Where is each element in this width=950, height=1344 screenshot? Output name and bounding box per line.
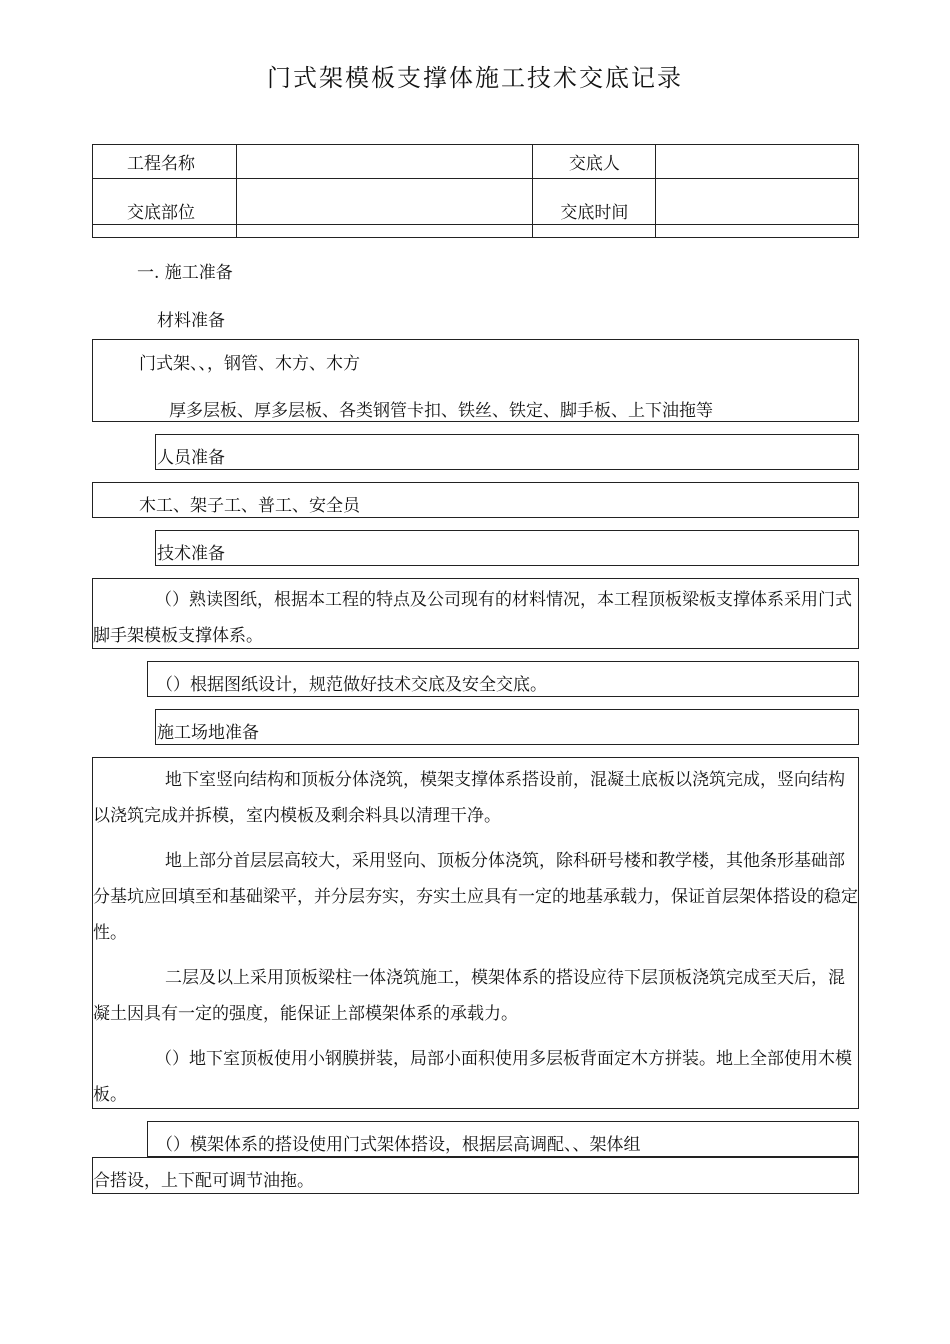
project-name-label: 工程名称 xyxy=(93,145,237,179)
formwork-line-1-box xyxy=(147,1121,859,1157)
materials-box xyxy=(92,339,859,422)
personnel-heading: 人员准备 xyxy=(157,448,225,468)
header-empty-cell xyxy=(656,225,859,238)
materials-line-1: 门式架、、，钢管、木方、木方 xyxy=(139,354,360,374)
section-heading: 一. 施工准备 xyxy=(137,263,233,283)
page-title: 门式架模板支撑体施工技术交底记录 xyxy=(267,64,683,92)
technical-item-1: （）熟读图纸，根据本工程的特点及公司现有的材料情况，本工程顶板梁板支撑体系采用门式脚手架模板支撑体系。 xyxy=(93,590,852,646)
header-empty-cell xyxy=(533,225,656,238)
header-table xyxy=(92,144,859,238)
presenter-label: 交底人 xyxy=(533,145,656,179)
site-paragraph-3: 二层及以上采用顶板梁柱一体浇筑施工，模架体系的搭设应待下层顶板浇筑完成至天后，混凝土因具有一定的强度，能保证上部模架体系的承载力。 xyxy=(93,968,845,1024)
project-name-value[interactable] xyxy=(236,145,533,179)
header-empty-cell xyxy=(93,225,237,238)
location-value[interactable] xyxy=(236,179,533,225)
time-label: 交底时间 xyxy=(533,179,656,225)
personnel-heading-box xyxy=(155,434,859,470)
technical-heading-box xyxy=(155,530,859,566)
materials-line-2: 厚多层板、厚多层板、各类钢管卡扣、铁丝、铁定、脚手板、上下油拖等 xyxy=(169,401,713,421)
header-empty-cell xyxy=(236,225,533,238)
location-label: 交底部位 xyxy=(93,179,237,225)
technical-item-2-box xyxy=(147,661,859,697)
technical-heading: 技术准备 xyxy=(157,544,225,564)
site-heading-box xyxy=(155,709,859,745)
site-heading: 施工场地准备 xyxy=(157,723,259,743)
presenter-value[interactable] xyxy=(656,145,859,179)
materials-heading: 材料准备 xyxy=(157,311,225,331)
site-paragraph-1: 地下室竖向结构和顶板分体浇筑，模架支撑体系搭设前，混凝土底板以浇筑完成，竖向结构以浇筑完成并拆模，室内模板及剩余料具以清理干净。 xyxy=(93,770,845,826)
formwork-line-2-box xyxy=(92,1157,859,1194)
personnel-content: 木工、架子工、普工、安全员 xyxy=(139,496,360,516)
site-paragraph-4: （）地下室顶板使用小钢膜拼装，局部小面积使用多层板背面定木方拼装。地上全部使用木模板。 xyxy=(93,1049,852,1105)
technical-item-2: （）根据图纸设计，规范做好技术交底及安全交底。 xyxy=(156,675,547,695)
site-paragraph-2: 地上部分首层层高较大，采用竖向、顶板分体浇筑，除科研号楼和教学楼，其他条形基础部分基坑应回填至和基础梁平，并分层夯实，夯实土应具有一定的地基承载力，保证首层架体搭设的稳定性。 xyxy=(93,851,858,943)
personnel-box xyxy=(92,482,859,518)
formwork-line-1: （）模架体系的搭设使用门式架体搭设，根据层高调配、、架体组 xyxy=(156,1135,641,1155)
formwork-line-2: 合搭设，上下配可调节油拖。 xyxy=(93,1171,314,1191)
site-box xyxy=(92,757,859,1109)
technical-item-1-box xyxy=(92,578,859,649)
time-value[interactable] xyxy=(656,179,859,225)
